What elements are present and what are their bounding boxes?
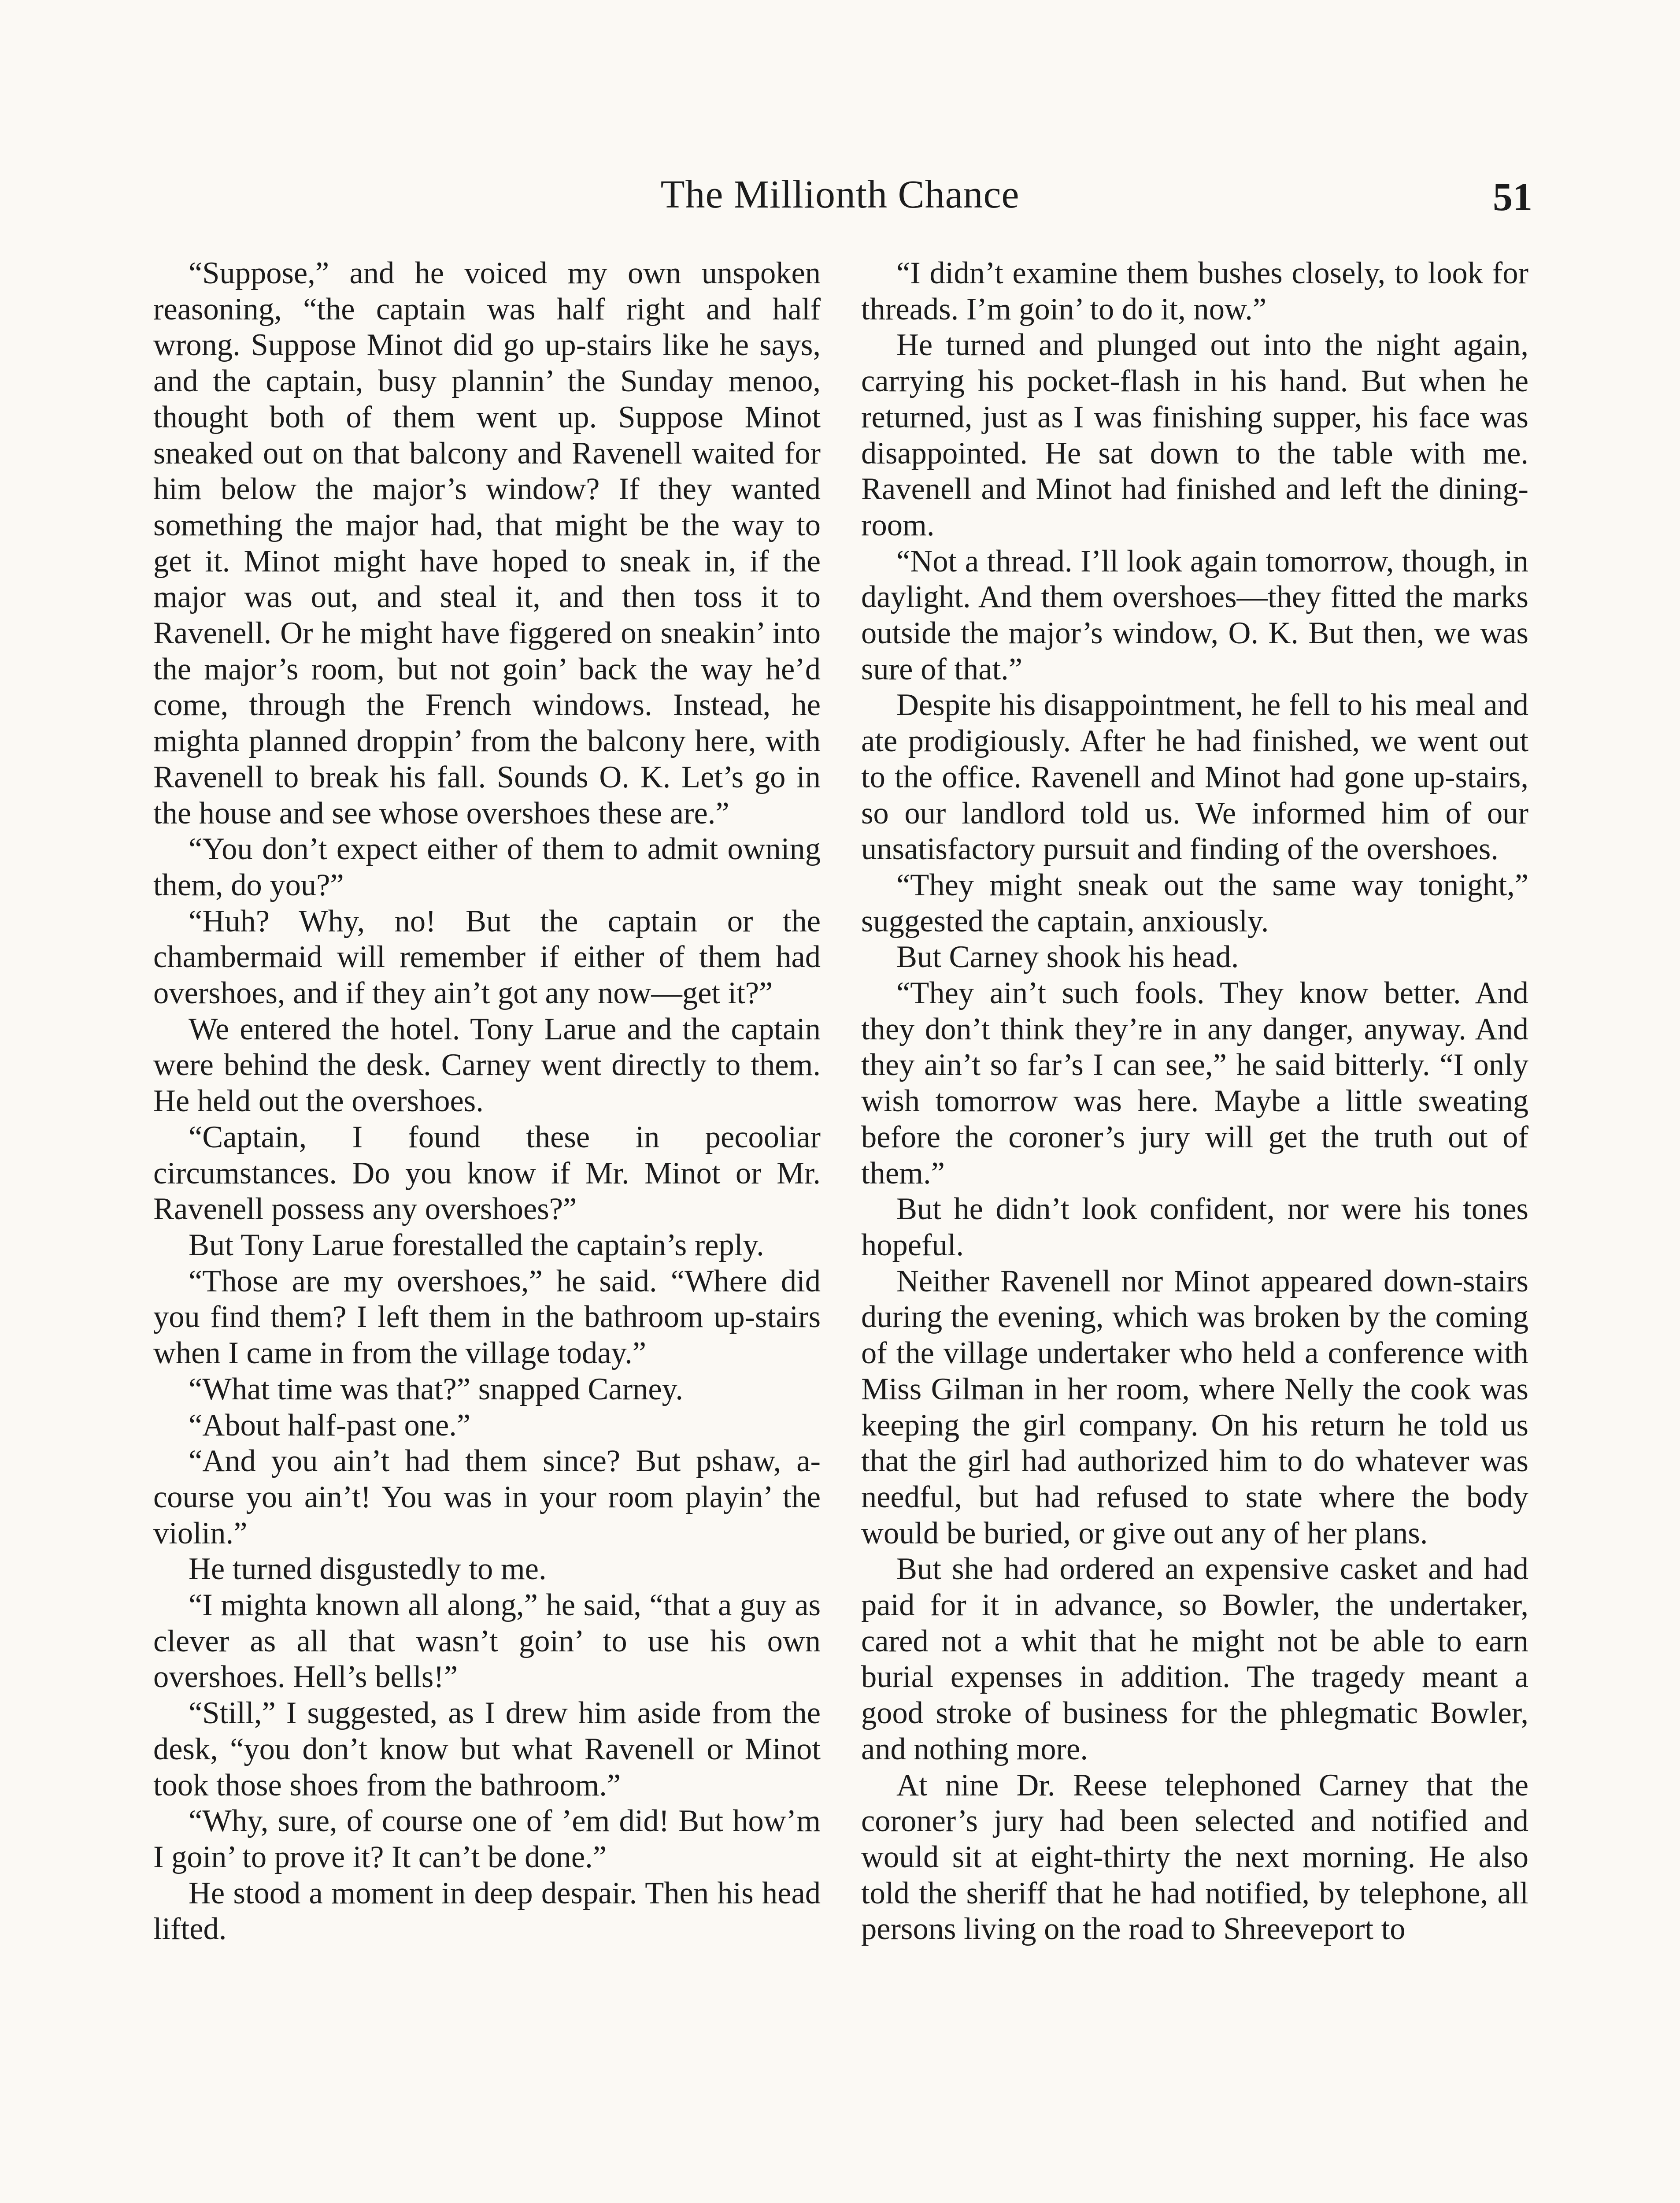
right-column	[861, 256, 1528, 1947]
paragraph: “I mighta known all along,” he said, “that a guy as clever as all that wasn’t goin’ to use his own overshoes. Hell’s bells!”	[153, 1588, 821, 1695]
paragraph: He turned and plunged out into the night again, carrying his pocket-flash in his hand. But when he returned, just as I was finishing supper, his face was disappointed. He sat down to the table with me. Ravenell and Minot had finished and left the dining-room.	[861, 328, 1528, 542]
paragraph: “Huh? Why, no! But the captain or the chambermaid will remember if either of them had overshoes, and if they ain’t got any now—get it?”	[153, 904, 821, 1011]
paragraph: “I didn’t examine them bushes closely, to look for threads. I’m goin’ to do it, now.”	[861, 256, 1528, 326]
paragraph: But she had ordered an expensive casket and had paid for it in advance, so Bowler, the undertaker, cared not a whit that he might not be able to earn burial expenses in addition. The tragedy meant a good stroke of business for the phlegmatic Bowler, and nothing more.	[861, 1552, 1528, 1766]
paragraph: We entered the hotel. Tony Larue and the captain were behind the desk. Carney went directly to them. He held out the overshoes.	[153, 1012, 821, 1119]
paragraph: “They might sneak out the same way tonight,” suggested the captain, anxiously.	[861, 868, 1528, 938]
paragraph: “They ain’t such fools. They know better. And they don’t think they’re in any danger, anyway. And they ain’t so far’s I can see,” he said bitterly. “I only wish tomorrow was here. Maybe a little sweating before the coroner’s jury will get the truth out of them.”	[861, 976, 1528, 1191]
paragraph: He stood a moment in deep despair. Then his head lifted.	[153, 1876, 821, 1947]
paragraph: He turned disgustedly to me.	[189, 1552, 547, 1587]
page-header	[0, 172, 1680, 225]
paragraph: “Still,” I suggested, as I drew him aside from the desk, “you don’t know but what Ravenell or Minot took those shoes from the bathroom.”	[153, 1696, 821, 1802]
paragraph: “And you ain’t had them since? But pshaw, a-course you ain’t! You was in your room playin’ the violin.”	[153, 1444, 821, 1550]
left-column	[153, 256, 821, 1947]
paragraph: “Not a thread. I’ll look again tomorrow, though, in daylight. And them overshoes—they fitted the marks outside the major’s window, O. K. But then, we was sure of that.”	[861, 544, 1528, 686]
page-number: 51	[1493, 175, 1532, 219]
paragraph: “Those are my overshoes,” he said. “Where did you find them? I left them in the bathroom up-stairs when I came in from the village today.”	[153, 1264, 821, 1371]
paragraph: Despite his disappointment, he fell to his meal and ate prodigiously. After he had finished, we went out to the office. Ravenell and Minot had gone up-stairs, so our landlord told us. We informed him of our unsatisfactory pursuit and finding of the overshoes.	[861, 688, 1528, 867]
paragraph: But Tony Larue forestalled the captain’s reply.	[189, 1228, 764, 1262]
paragraph: Neither Ravenell nor Minot appeared down-stairs during the evening, which was broken by the coming of the village undertaker who held a conference with Miss Gilman in her room, where Nelly the cook was keeping the girl company. On his return he told us that the girl had authorized him to do whatever was needful, but had refused to state where the body would be buried, or give out any of her plans.	[861, 1264, 1528, 1550]
paragraph: At nine Dr. Reese telephoned Carney that the coroner’s jury had been selected and notified and would sit at eight-thirty the next morning. He also told the sheriff that he had notified, by telephone, all persons living on the road to Shreeveport to	[861, 1768, 1528, 1947]
paragraph: “Why, sure, of course one of ’em did! But how’m I goin’ to prove it? It can’t be done.”	[153, 1804, 821, 1874]
paragraph: “Captain, I found these in pecooliar circumstances. Do you know if Mr. Minot or Mr. Ravenell possess any overshoes?”	[153, 1120, 821, 1227]
paragraph: But he didn’t look confident, nor were his tones hopeful.	[861, 1192, 1528, 1262]
paragraph: “About half-past one.”	[189, 1408, 471, 1443]
paragraph: “Suppose,” and he voiced my own unspoken reasoning, “the captain was half right and half wrong. Suppose Minot did go up-stairs like he says, and the captain, busy plannin’ the Sunday menoo, thought both of them went up. Suppose Minot sneaked out on that balcony and Ravenell waited for him below the major’s window? If they wanted something the major had, that might be the way to get it. Minot might have hoped to sneak in, if the major was out, and steal it, and then toss it to Ravenell. Or he might have figgered on sneakin’ into the major’s room, but not goin’ back the way he’d come, through the French windows. Instead, he mighta planned droppin’ from the balcony here, with Ravenell to break his fall. Sounds O. K. Let’s go in the house and see whose overshoes these are.”	[153, 256, 821, 831]
paragraph: But Carney shook his head.	[896, 940, 1239, 975]
paragraph: “You don’t expect either of them to admit owning them, do you?”	[153, 832, 821, 902]
paragraph: “What time was that?” snapped Carney.	[189, 1372, 683, 1406]
running-title: The Millionth Chance	[660, 173, 1020, 216]
